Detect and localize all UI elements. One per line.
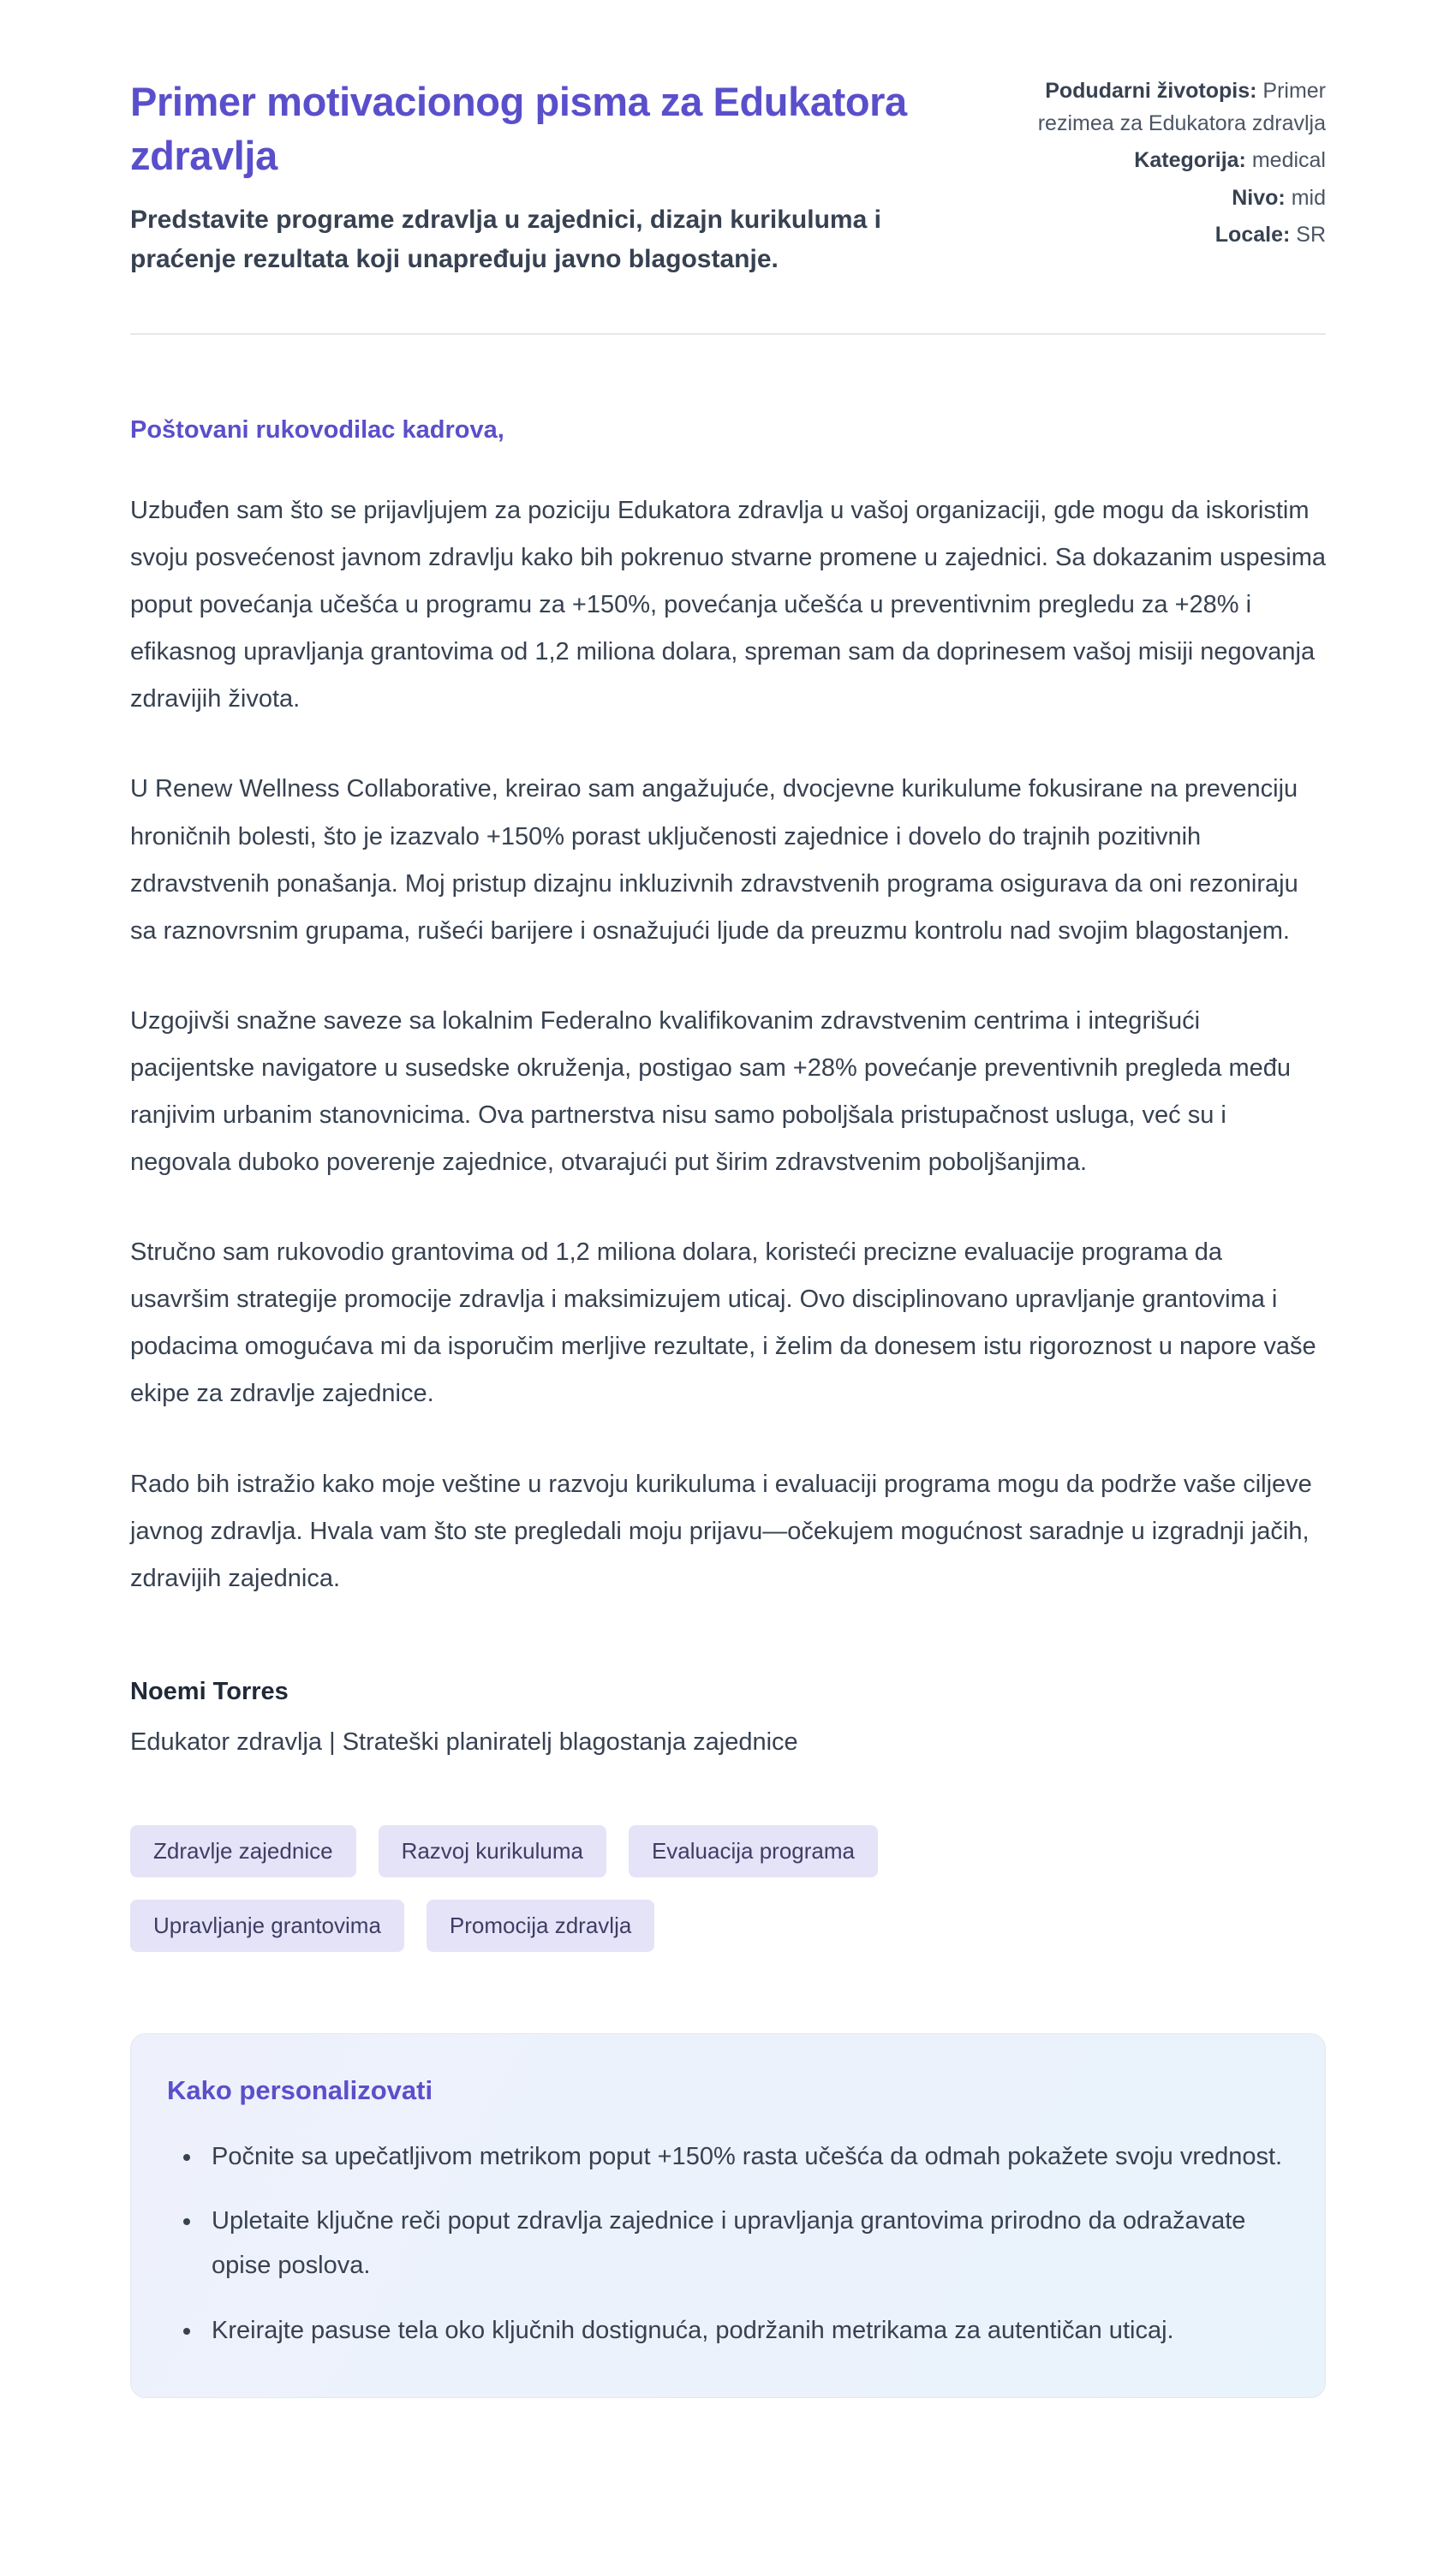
tag-chip: Upravljanje grantovima bbox=[130, 1900, 404, 1952]
letter-body bbox=[130, 416, 1326, 1757]
page-subtitle: Predstavite programe zdravlja u zajednici, dizajn kurikuluma i praćenje rezultata koji unapređuju javno blagostanje. bbox=[130, 205, 881, 274]
signature-role: Edukator zdravlja | Strateški planiratelj blagostanja zajednice bbox=[130, 1728, 798, 1756]
header-divider bbox=[130, 333, 1326, 335]
tip-item: • Kreirajte pasuse tela oko ključnih dostignuća, podržanih metrikama za autentičan uticaj. bbox=[203, 2309, 1286, 2354]
signature-name: Noemi Torres bbox=[130, 1677, 289, 1705]
meta-value: SR bbox=[1296, 223, 1326, 247]
letter-paragraph: Stručno sam rukovodio grantovima od 1,2 miliona dolara, koristeći precizne evaluacije programa da usavršim strategije promocije zdravlja i maksimizujem uticaj. Ovo disciplinovano upravljanje grantovima i podacima omogućava mi da isporučim merljive rezultate, i želim da donesem istu rigoroznost u napore vaše ekipe za zdravlje zajednice. bbox=[130, 1238, 1316, 1408]
tip-item: • Upletaite ključne reči poput zdravlja zajednice i upravljanja grantovima prirodno da odražavate opise poslova. bbox=[203, 2199, 1286, 2288]
page-header bbox=[130, 75, 1326, 280]
meta-label: Kategorija: bbox=[1134, 148, 1246, 172]
signature-block bbox=[130, 1678, 1326, 1757]
tip-item: • Počnite sa upečatljivom metrikom poput +150% rasta učešća da odmah pokažete svoju vrednost. bbox=[203, 2135, 1286, 2180]
skill-tags bbox=[130, 1825, 1158, 1952]
meta-value: medical bbox=[1251, 148, 1326, 172]
tag-chip: Zdravlje zajednice bbox=[130, 1825, 356, 1877]
tips-list bbox=[167, 2135, 1286, 2353]
header-title-block bbox=[130, 75, 910, 280]
meta-row-matching-resume bbox=[1030, 75, 1326, 140]
meta-row-level bbox=[1030, 182, 1326, 215]
personalization-tips-panel bbox=[130, 2033, 1326, 2398]
meta-row-category bbox=[1030, 145, 1326, 177]
letter-paragraph: Uzbuđen sam što se prijavljujem za poziciju Edukatora zdravlja u vašoj organizaciji, gde mogu da iskoristim svoju posvećenost javnom zdravlju kako bih pokrenuo stvarne promene u zajednici. Sa dokazanim uspesima poput povećanja učešća u programu za +150%, povećanja učešća u preventivnim pregledu za +28% i efikasnog upravljanja grantovima od 1,2 miliona dolara, spreman sam da doprinesem vašoj misiji negovanja zdravijih života. bbox=[130, 496, 1326, 713]
meta-row-locale bbox=[1030, 219, 1326, 252]
meta-panel bbox=[1030, 75, 1326, 257]
tag-chip: Evaluacija programa bbox=[629, 1825, 878, 1877]
page-title: Primer motivacionog pisma za Edukatora zdravlja bbox=[130, 79, 907, 178]
tag-chip: Promocija zdravlja bbox=[427, 1900, 654, 1952]
meta-value: Primer rezimea za Edukatora zdravlja bbox=[1037, 79, 1326, 135]
meta-label: Locale: bbox=[1214, 223, 1291, 247]
letter-paragraph: Rado bih istražio kako moje veštine u razvoju kurikuluma i evaluaciji programa mogu da podrže vaše ciljeve javnog zdravlja. Hvala vam što ste pregledali moju prijavu—očekujem mogućnost saradnje u izgradnji jačih, zdravijih zajednica. bbox=[130, 1470, 1312, 1592]
letter-greeting: Poštovani rukovodilac kadrova, bbox=[130, 415, 504, 444]
meta-label: Podudarni životopis: bbox=[1045, 79, 1257, 103]
tips-title: Kako personalizovati bbox=[167, 2074, 433, 2105]
letter-paragraph: U Renew Wellness Collaborative, kreirao sam angažujuće, dvocjevne kurikulume fokusirane na prevenciju hroničnih bolesti, što je izazvalo +150% porast uključenosti zajednice i dovelo do trajnih pozitivnih zdravstvenih ponašanja. Moj pristup dizajnu inkluzivnih zdravstvenih programa osigurava da oni rezoniraju sa raznovrsnim grupama, rušeći barijere i osnažujući ljude da preuzmu kontrolu nad svojim blagostanjem. bbox=[130, 775, 1298, 945]
tag-chip: Razvoj kurikuluma bbox=[379, 1825, 606, 1877]
meta-label: Nivo: bbox=[1232, 185, 1286, 210]
letter-paragraph: Uzgojivši snažne saveze sa lokalnim Federalno kvalifikovanim zdravstvenim centrima i integrišući pacijentske navigatore u susedske okruženja, postigao sam +28% povećanje preventivnih pregleda među ranjivim urbanim stanovnicima. Ova partnerstva nisu samo poboljšala pristupačnost usluga, već su i negovala duboko poverenje zajednice, otvarajući put širim zdravstvenim poboljšanjima. bbox=[130, 1006, 1291, 1177]
meta-value: mid bbox=[1291, 185, 1326, 210]
